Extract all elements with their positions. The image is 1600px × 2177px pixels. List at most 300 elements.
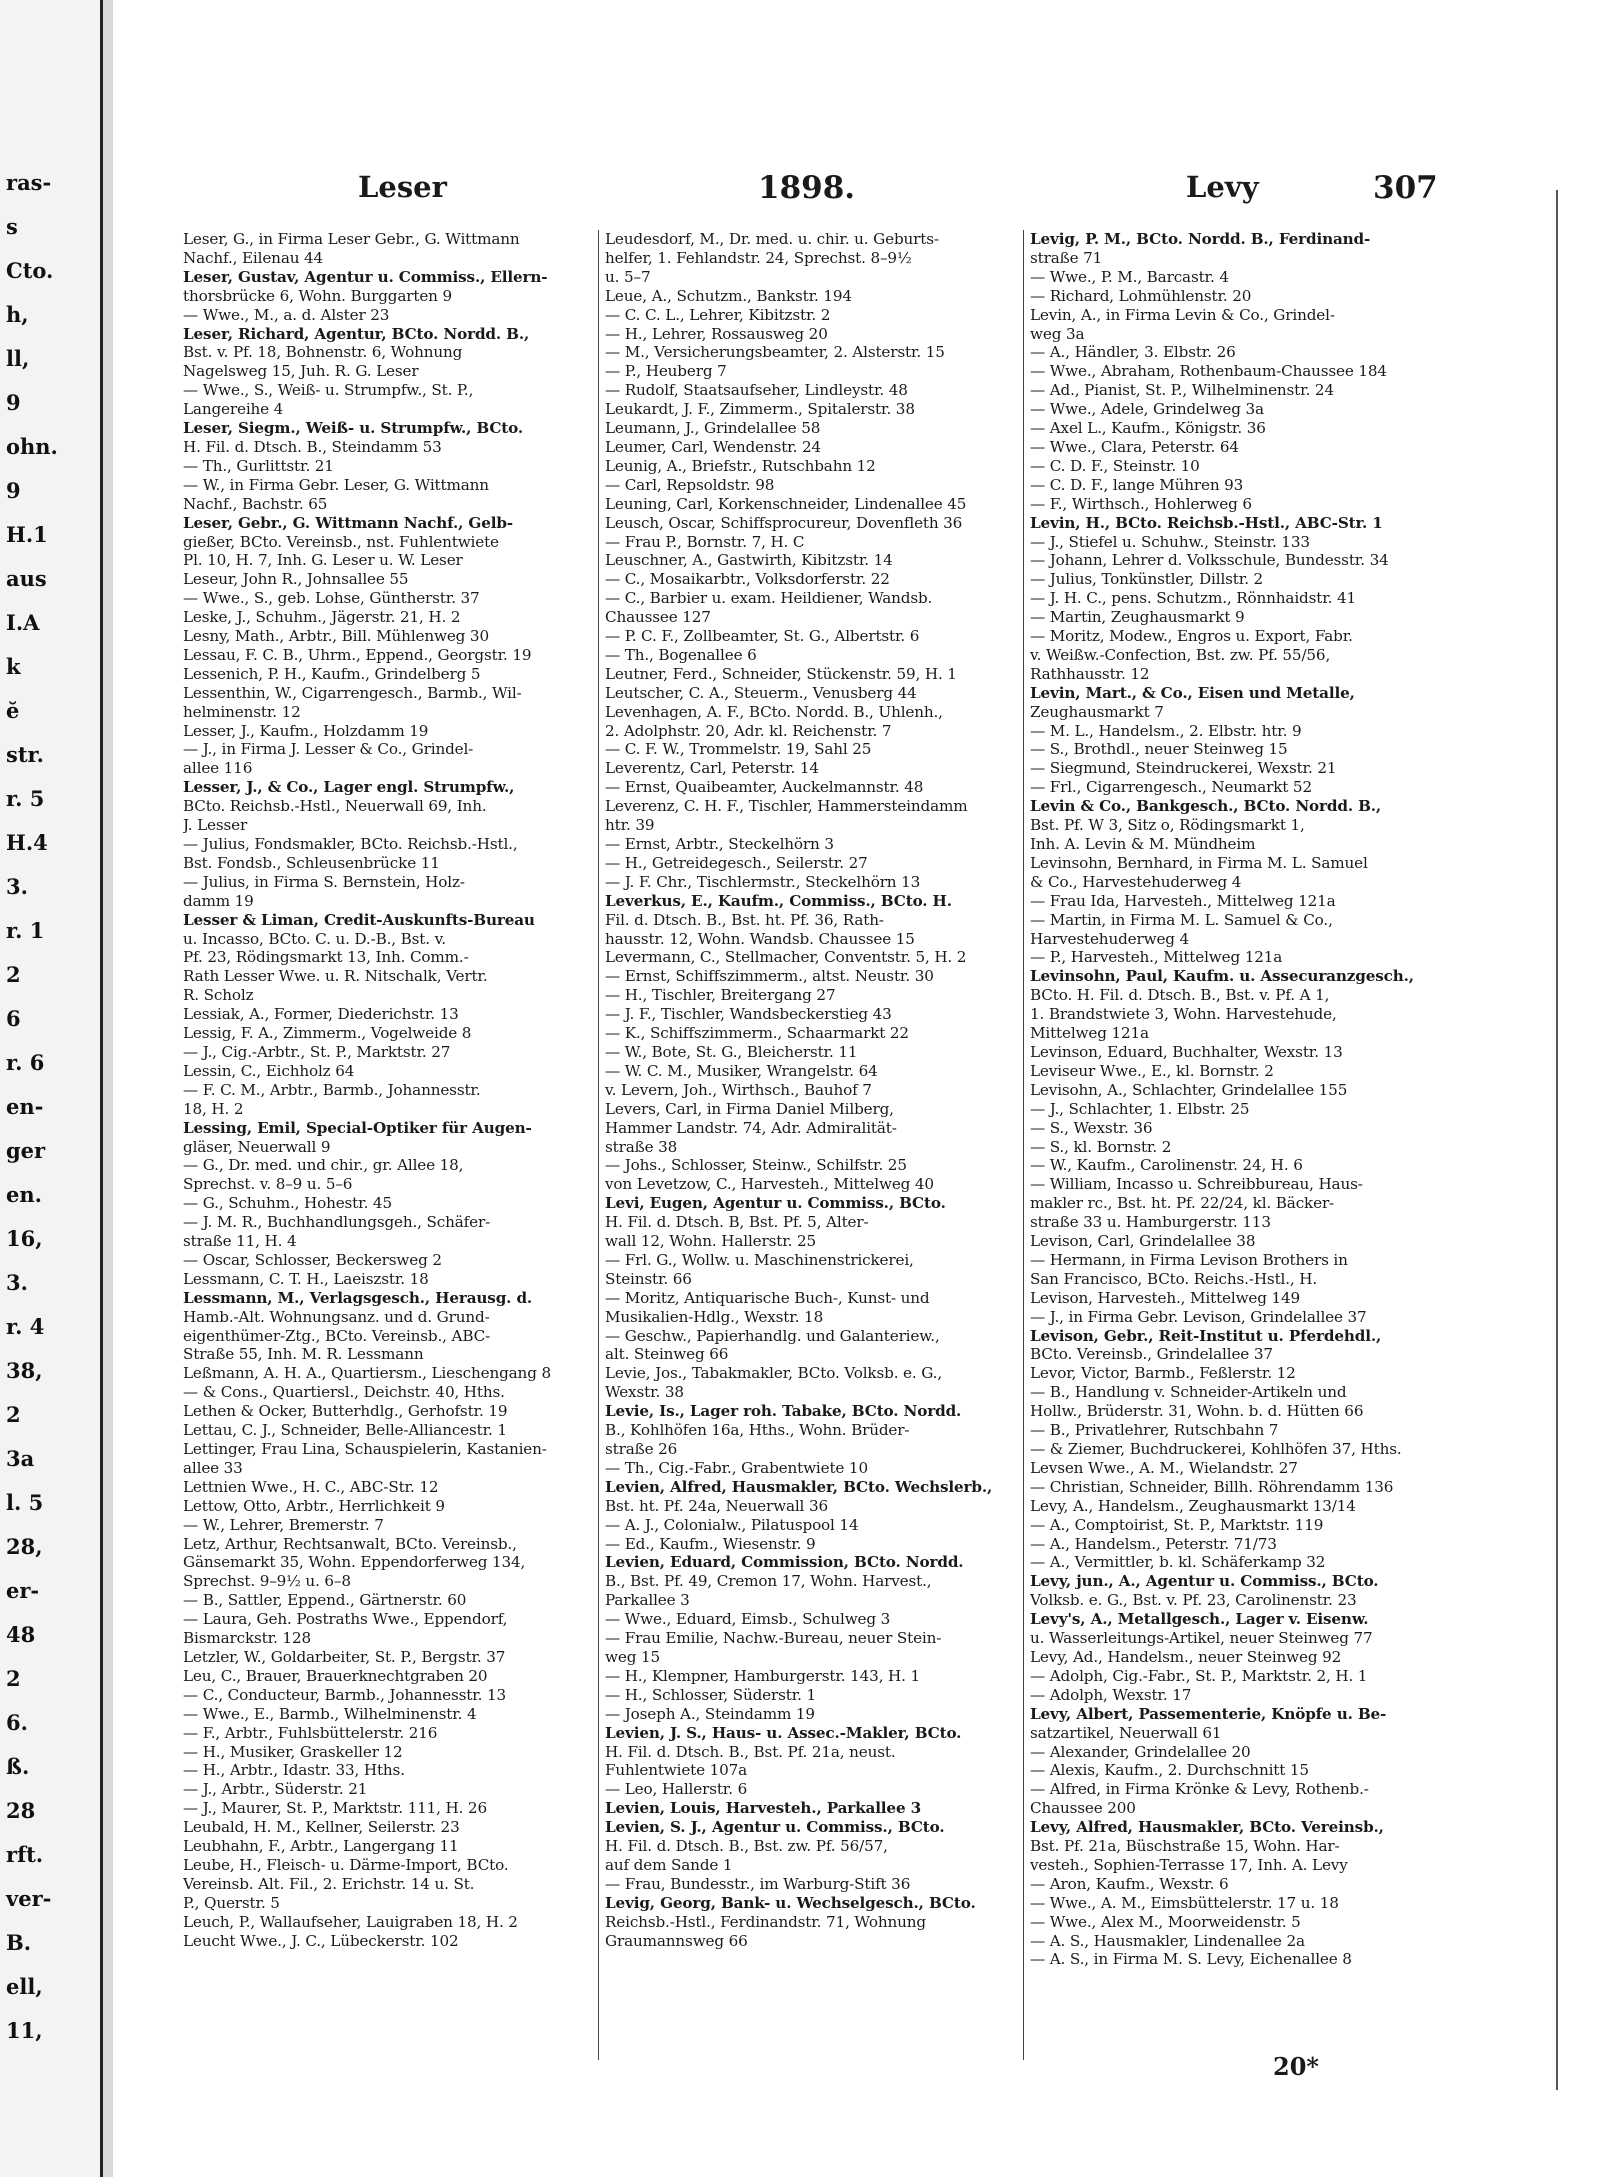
margin-fragment: r. 6 bbox=[6, 1050, 45, 1075]
directory-entry-line: Nachf., Eilenau 44 bbox=[183, 248, 324, 267]
directory-entry-line: Nachf., Bachstr. 65 bbox=[183, 494, 328, 513]
margin-fragment: str. bbox=[6, 742, 44, 767]
directory-entry-line: straße 11, H. 4 bbox=[183, 1232, 297, 1251]
directory-entry-line: Levinson, Eduard, Buchhalter, Wexstr. 13 bbox=[1030, 1042, 1343, 1061]
directory-entry-line: Lessin, C., Eichholz 64 bbox=[183, 1061, 355, 1080]
directory-entry-line: — Wwe., Alex M., Moorweidenstr. 5 bbox=[1030, 1912, 1301, 1931]
directory-entry-line: — Ad., Pianist, St. P., Wilhelminenstr. 24 bbox=[1030, 381, 1334, 400]
directory-entry-line: — J., Arbtr., Süderstr. 21 bbox=[183, 1780, 368, 1799]
directory-entry-line: Leutner, Ferd., Schneider, Stückenstr. 59, H. 1 bbox=[605, 664, 957, 683]
directory-entry-line: — B., Handlung v. Schneider-Artikeln und bbox=[1030, 1383, 1347, 1402]
directory-entry-line: Rath Lesser Wwe. u. R. Nitschalk, Vertr. bbox=[183, 967, 488, 986]
margin-fragment: 11, bbox=[6, 2018, 43, 2043]
margin-fragment: 2 bbox=[6, 1666, 21, 1691]
directory-entry-line: — & Cons., Quartiersl., Deichstr. 40, Hths. bbox=[183, 1383, 505, 1402]
directory-entry-line: Fuhlentwiete 107a bbox=[605, 1761, 748, 1780]
directory-entry-line: v. Weißw.-Confection, Bst. zw. Pf. 55/56, bbox=[1030, 645, 1331, 664]
directory-entry-line: Leudesdorf, M., Dr. med. u. chir. u. Geburts- bbox=[605, 230, 939, 248]
running-head-right: Levy bbox=[1186, 170, 1259, 204]
directory-entry-line: Lethen & Ocker, Butterhdlg., Gerhofstr. 19 bbox=[183, 1402, 508, 1421]
directory-entry-line: — H., Musiker, Graskeller 12 bbox=[183, 1742, 403, 1761]
directory-entry-line: htr. 39 bbox=[605, 816, 655, 835]
directory-entry-line: — Wwe., Clara, Peterstr. 64 bbox=[1030, 437, 1239, 456]
directory-entry-line: — Leo, Hallerstr. 6 bbox=[605, 1780, 748, 1799]
directory-entry-line: Levy, Alfred, Hausmakler, BCto. Vereinsb., bbox=[1030, 1818, 1384, 1837]
margin-fragment: ras- bbox=[6, 170, 52, 195]
directory-entry-line: Leusch, Oscar, Schiffsprocureur, Dovenfleth 36 bbox=[605, 513, 963, 532]
directory-entry-line: — W., Bote, St. G., Bleicherstr. 11 bbox=[605, 1042, 858, 1061]
directory-entry-line: — A. S., in Firma M. S. Levy, Eichenallee 8 bbox=[1030, 1950, 1352, 1969]
directory-entry-line: Leubald, H. M., Kellner, Seilerstr. 23 bbox=[183, 1818, 460, 1837]
directory-entry-line: Levinsohn, Paul, Kaufm. u. Assecuranzgesch., bbox=[1030, 967, 1414, 986]
margin-fragment: l. 5 bbox=[6, 1490, 44, 1515]
directory-entry-line: makler rc., Bst. ht. Pf. 22/24, kl. Bäcker- bbox=[1030, 1194, 1335, 1213]
directory-entry-line: — S., kl. Bornstr. 2 bbox=[1030, 1137, 1172, 1156]
directory-entry-line: Leske, J., Schuhm., Jägerstr. 21, H. 2 bbox=[183, 608, 461, 627]
directory-entry-line: — J., Maurer, St. P., Marktstr. 111, H. 26 bbox=[183, 1799, 487, 1818]
directory-entry-line: — Julius, in Firma S. Bernstein, Holz- bbox=[183, 872, 465, 891]
directory-entry-line: — Wwe., S., geb. Lohse, Güntherstr. 37 bbox=[183, 589, 480, 608]
directory-entry-line: Bst. Pf. 21a, Büschstraße 15, Wohn. Har- bbox=[1030, 1837, 1340, 1856]
directory-entry-line: Levig, Georg, Bank- u. Wechselgesch., BCto. bbox=[605, 1893, 976, 1912]
directory-entry-line: — Frl., Cigarrengesch., Neumarkt 52 bbox=[1030, 778, 1312, 797]
directory-entry-line: Bst. v. Pf. 18, Bohnenstr. 6, Wohnung bbox=[183, 343, 463, 362]
directory-entry-line: gläser, Neuerwall 9 bbox=[183, 1137, 331, 1156]
directory-entry-line: Leuning, Carl, Korkenschneider, Lindenallee 45 bbox=[605, 494, 967, 513]
directory-entry-line: — Johann, Lehrer d. Volksschule, Bundesstr. 34 bbox=[1030, 551, 1389, 570]
directory-entry-line: — F., Arbtr., Fuhlsbüttelerstr. 216 bbox=[183, 1723, 438, 1742]
directory-entry-line: — G., Schuhm., Hohestr. 45 bbox=[183, 1194, 392, 1213]
directory-entry-line: Graumannsweg 66 bbox=[605, 1931, 748, 1950]
page-edge-rule bbox=[1556, 190, 1558, 2090]
page-header bbox=[118, 150, 1558, 214]
directory-entry-line: Levig, P. M., BCto. Nordd. B., Ferdinand- bbox=[1030, 230, 1371, 248]
directory-entry-line: — Ernst, Quaibeamter, Auckelmannstr. 48 bbox=[605, 778, 924, 797]
directory-entry-line: Lessmann, M., Verlagsgesch., Herausg. d. bbox=[183, 1288, 533, 1307]
directory-entry-line: — H., Lehrer, Rossausweg 20 bbox=[605, 324, 828, 343]
directory-entry-line: Lessenich, P. H., Kaufm., Grindelberg 5 bbox=[183, 664, 481, 683]
directory-entry-line: — F. C. M., Arbtr., Barmb., Johannesstr. bbox=[183, 1080, 481, 1099]
directory-entry-line: — Ed., Kaufm., Wiesenstr. 9 bbox=[605, 1534, 816, 1553]
margin-fragment: rft. bbox=[6, 1842, 44, 1867]
margin-fragment: r. 4 bbox=[6, 1314, 45, 1339]
margin-fragment: 16, bbox=[6, 1226, 43, 1251]
margin-fragment: 28 bbox=[6, 1798, 36, 1823]
directory-entry-line: H. Fil. d. Dtsch. B, Bst. Pf. 5, Alter- bbox=[605, 1213, 869, 1232]
directory-entry-line: — Axel L., Kaufm., Königstr. 36 bbox=[1030, 419, 1266, 438]
directory-entry-line: Leser, Siegm., Weiß- u. Strumpfw., BCto. bbox=[183, 419, 524, 438]
margin-fragment: r. 5 bbox=[6, 786, 45, 811]
directory-entry-line: Levison, Carl, Grindelallee 38 bbox=[1030, 1232, 1256, 1251]
directory-entry-line: Levermann, C., Stellmacher, Conventstr. 5, H. 2 bbox=[605, 948, 967, 967]
directory-entry-line: — Laura, Geh. Postraths Wwe., Eppendorf, bbox=[183, 1610, 508, 1629]
directory-entry-line: Leue, A., Schutzm., Bankstr. 194 bbox=[605, 286, 852, 305]
directory-entry-line: Lessig, F. A., Zimmerm., Vogelweide 8 bbox=[183, 1024, 472, 1043]
directory-entry-line: gießer, BCto. Vereinsb., nst. Fuhlentwiete bbox=[183, 532, 499, 551]
directory-entry-line: Leser, Gustav, Agentur u. Commiss., Ellern- bbox=[183, 267, 548, 286]
margin-fragment: ohn. bbox=[6, 434, 58, 459]
directory-entry-line: — Frau Emilie, Nachw.-Bureau, neuer Stein- bbox=[605, 1629, 942, 1648]
directory-entry-line: — M., Versicherungsbeamter, 2. Alsterstr. 15 bbox=[605, 343, 945, 362]
margin-fragment: ger bbox=[6, 1138, 46, 1163]
directory-entry-line: — Aron, Kaufm., Wexstr. 6 bbox=[1030, 1874, 1229, 1893]
margin-fragment: Cto. bbox=[6, 258, 54, 283]
directory-entry-line: u. Incasso, BCto. C. u. D.-B., Bst. v. bbox=[183, 929, 446, 948]
directory-entry-line: Lesny, Math., Arbtr., Bill. Mühlenweg 30 bbox=[183, 627, 489, 646]
directory-entry-line: Chaussee 127 bbox=[605, 608, 711, 627]
directory-entry-line: — Ernst, Arbtr., Steckelhörn 3 bbox=[605, 835, 834, 853]
directory-entry-line: eigenthümer-Ztg., BCto. Vereinsb., ABC- bbox=[183, 1326, 491, 1345]
directory-entry-line: — G., Dr. med. und chir., gr. Allee 18, bbox=[183, 1156, 464, 1175]
directory-entry-line: — J., Schlachter, 1. Elbstr. 25 bbox=[1030, 1099, 1250, 1118]
directory-entry-line: — A., Vermittler, b. kl. Schäferkamp 32 bbox=[1030, 1553, 1326, 1572]
directory-entry-line: Langereihe 4 bbox=[183, 400, 284, 419]
entry-columns bbox=[183, 230, 1503, 2060]
directory-entry-line: Levinsohn, Bernhard, in Firma M. L. Samuel bbox=[1030, 853, 1368, 872]
directory-entry-line: thorsbrücke 6, Wohn. Burggarten 9 bbox=[183, 286, 453, 305]
directory-entry-line: BCto. Vereinsb., Grindelallee 37 bbox=[1030, 1345, 1273, 1364]
directory-entry-line: Hammer Landstr. 74, Adr. Admiralität- bbox=[605, 1118, 897, 1137]
directory-entry-line: — Julius, Tonkünstler, Dillstr. 2 bbox=[1030, 570, 1264, 589]
directory-entry-line: wall 12, Wohn. Hallerstr. 25 bbox=[605, 1232, 817, 1251]
directory-entry-line: — C., Barbier u. exam. Heildiener, Wandsb. bbox=[605, 589, 933, 608]
directory-entry-line: Levien, Eduard, Commission, BCto. Nordd. bbox=[605, 1553, 964, 1572]
directory-entry-line: & Co., Harvestehuderweg 4 bbox=[1030, 872, 1242, 891]
directory-entry-line: weg 3a bbox=[1030, 324, 1085, 343]
directory-entry-line: vesteh., Sophien-Terrasse 17, Inh. A. Levy bbox=[1030, 1855, 1348, 1874]
directory-entry-line: Lettnien Wwe., H. C., ABC-Str. 12 bbox=[183, 1477, 439, 1496]
directory-entry-line: Levien, Alfred, Hausmakler, BCto. Wechslerb., bbox=[605, 1477, 993, 1496]
directory-entry-line: — Rudolf, Staatsaufseher, Lindleystr. 48 bbox=[605, 381, 908, 400]
directory-entry-line: H. Fil. d. Dtsch. B., Bst. Pf. 21a, neust. bbox=[605, 1742, 896, 1761]
directory-entry-line: Levison, Gebr., Reit-Institut u. Pferdehdl., bbox=[1030, 1326, 1382, 1345]
directory-entry-line: Levy, Albert, Passementerie, Knöpfe u. Be- bbox=[1030, 1704, 1387, 1723]
margin-fragment: 6. bbox=[6, 1710, 28, 1735]
directory-entry-line: Inh. A. Levin & M. Mündheim bbox=[1030, 835, 1256, 853]
directory-entry-line: — J. H. C., pens. Schutzm., Rönnhaidstr. 41 bbox=[1030, 589, 1357, 608]
directory-entry-line: Nagelsweg 15, Juh. R. G. Leser bbox=[183, 362, 419, 381]
directory-entry-line: Steinstr. 66 bbox=[605, 1269, 692, 1288]
directory-entry-line: — B., Sattler, Eppend., Gärtnerstr. 60 bbox=[183, 1591, 467, 1610]
directory-entry-line: — Martin, in Firma M. L. Samuel & Co., bbox=[1030, 910, 1333, 929]
directory-entry-line: — C. F. W., Trommelstr. 19, Sahl 25 bbox=[605, 740, 872, 759]
directory-entry-line: Lessiak, A., Former, Diederichstr. 13 bbox=[183, 1005, 459, 1024]
directory-entry-line: Lessenthin, W., Cigarrengesch., Barmb., Wil- bbox=[183, 683, 522, 702]
directory-entry-line: alt. Steinweg 66 bbox=[605, 1345, 729, 1364]
directory-entry-line: — C., Mosaikarbtr., Volksdorferstr. 22 bbox=[605, 570, 890, 589]
directory-entry-line: v. Levern, Joh., Wirthsch., Bauhof 7 bbox=[605, 1080, 872, 1099]
directory-entry-line: — S., Brothdl., neuer Steinweg 15 bbox=[1030, 740, 1288, 759]
previous-page-margin bbox=[0, 0, 103, 2177]
directory-entry-line: Reichsb.-Hstl., Ferdinandstr. 71, Wohnung bbox=[605, 1912, 926, 1931]
signature-mark: 20* bbox=[1273, 2052, 1319, 2081]
directory-entry-line: B., Bst. Pf. 49, Cremon 17, Wohn. Harvest., bbox=[605, 1572, 932, 1591]
directory-entry-line: 2. Adolphstr. 20, Adr. kl. Reichenstr. 7 bbox=[605, 721, 892, 740]
page-year: 1898. bbox=[758, 170, 856, 206]
directory-entry-line: — Th., Gurlittstr. 21 bbox=[183, 456, 334, 475]
directory-entry-line: Leviseur Wwe., E., kl. Bornstr. 2 bbox=[1030, 1061, 1274, 1080]
margin-fragment: 28, bbox=[6, 1534, 43, 1559]
margin-fragment: h, bbox=[6, 302, 29, 327]
directory-entry-line: Lessmann, C. T. H., Laeiszstr. 18 bbox=[183, 1269, 429, 1288]
directory-entry-line: straße 38 bbox=[605, 1137, 678, 1156]
directory-entry-line: H. Fil. d. Dtsch. B., Bst. zw. Pf. 56/57, bbox=[605, 1837, 888, 1856]
directory-entry-line: — Martin, Zeughausmarkt 9 bbox=[1030, 608, 1245, 627]
directory-entry-line: — Alexander, Grindelallee 20 bbox=[1030, 1742, 1251, 1761]
directory-entry-line: — F., Wirthsch., Hohlerweg 6 bbox=[1030, 494, 1252, 513]
directory-entry-line: — Moritz, Antiquarische Buch-, Kunst- und bbox=[605, 1288, 930, 1307]
directory-entry-line: — Wwe., E., Barmb., Wilhelminenstr. 4 bbox=[183, 1704, 477, 1723]
directory-entry-line: Levy, A., Handelsm., Zeughausmarkt 13/14 bbox=[1030, 1496, 1356, 1515]
margin-fragment: s bbox=[6, 214, 18, 239]
directory-entry-line: — P., Harvesteh., Mittelweg 121a bbox=[1030, 948, 1283, 967]
margin-fragment: 3a bbox=[6, 1446, 35, 1471]
directory-entry-line: Lessau, F. C. B., Uhrm., Eppend., Georgstr. 19 bbox=[183, 645, 532, 664]
margin-fragment: ell, bbox=[6, 1974, 43, 1999]
directory-entry-line: Lesser & Liman, Credit-Auskunfts-Bureau bbox=[183, 910, 535, 929]
directory-entry-line: — Wwe., Abraham, Rothenbaum-Chaussee 184 bbox=[1030, 362, 1387, 381]
directory-entry-line: Levisohn, A., Schlachter, Grindelallee 155 bbox=[1030, 1080, 1348, 1099]
directory-entry-line: — A., Handelsm., Peterstr. 71/73 bbox=[1030, 1534, 1277, 1553]
directory-entry-line: Zeughausmarkt 7 bbox=[1030, 702, 1164, 721]
directory-entry-line: Leverkus, E., Kaufm., Commiss., BCto. H. bbox=[605, 891, 952, 910]
directory-entry-line: Lettau, C. J., Schneider, Belle-Alliancestr. 1 bbox=[183, 1421, 507, 1440]
directory-entry-line: Parkallee 3 bbox=[605, 1591, 690, 1610]
margin-fragment: 48 bbox=[6, 1622, 36, 1647]
directory-entry-line: Levien, J. S., Haus- u. Assec.-Makler, BCto. bbox=[605, 1723, 962, 1742]
directory-entry-line: — H., Arbtr., Idastr. 33, Hths. bbox=[183, 1761, 405, 1780]
margin-fragment: ll, bbox=[6, 346, 30, 371]
column-3 bbox=[1023, 230, 1432, 2060]
directory-entry-line: — Geschw., Papierhandlg. und Galanteriew., bbox=[605, 1326, 940, 1345]
directory-entry-line: Rathhausstr. 12 bbox=[1030, 664, 1150, 683]
directory-entry-line: Leverentz, Carl, Peterstr. 14 bbox=[605, 759, 819, 778]
directory-entry-line: — Adolph, Cig.-Fabr., St. P., Marktstr. 2, H. 1 bbox=[1030, 1666, 1368, 1685]
directory-entry-line: Levien, S. J., Agentur u. Commiss., BCto. bbox=[605, 1818, 945, 1837]
directory-entry-line: — A. S., Hausmakler, Lindenallee 2a bbox=[1030, 1931, 1305, 1950]
directory-entry-line: — C. C. L., Lehrer, Kibitzstr. 2 bbox=[605, 305, 831, 324]
directory-entry-line: — Julius, Fondsmakler, BCto. Reichsb.-Hstl., bbox=[183, 835, 518, 853]
directory-entry-line: — B., Privatlehrer, Rutschbahn 7 bbox=[1030, 1421, 1279, 1440]
directory-entry-line: Volksb. e. G., Bst. v. Pf. 23, Carolinenstr. 23 bbox=[1030, 1591, 1357, 1610]
directory-entry-line: — Hermann, in Firma Levison Brothers in bbox=[1030, 1250, 1348, 1269]
directory-entry-line: — Alexis, Kaufm., 2. Durchschnitt 15 bbox=[1030, 1761, 1309, 1780]
directory-entry-line: — Ernst, Schiffszimmerm., altst. Neustr. 30 bbox=[605, 967, 934, 986]
directory-entry-line: San Francisco, BCto. Reichs.-Hstl., H. bbox=[1030, 1269, 1318, 1288]
directory-entry-line: Bst. ht. Pf. 24a, Neuerwall 36 bbox=[605, 1496, 828, 1515]
directory-entry-line: Leuschner, A., Gastwirth, Kibitzstr. 14 bbox=[605, 551, 893, 570]
directory-entry-line: — C. D. F., Steinstr. 10 bbox=[1030, 456, 1200, 475]
margin-fragment: aus bbox=[6, 566, 47, 591]
directory-entry-line: — Carl, Repsoldstr. 98 bbox=[605, 475, 775, 494]
directory-entry-line: — William, Incasso u. Schreibbureau, Haus- bbox=[1030, 1175, 1363, 1194]
directory-entry-line: — H., Klempner, Hamburgerstr. 143, H. 1 bbox=[605, 1666, 921, 1685]
margin-fragment: B. bbox=[6, 1930, 32, 1955]
directory-entry-line: Leßmann, A. H. A., Quartiersm., Lieschengang 8 bbox=[183, 1364, 551, 1383]
margin-fragment: 3. bbox=[6, 1270, 28, 1295]
directory-entry-line: — K., Schiffszimmerm., Schaarmarkt 22 bbox=[605, 1024, 909, 1043]
book-gutter bbox=[103, 0, 113, 2177]
directory-entry-line: — Frau P., Bornstr. 7, H. C bbox=[605, 532, 805, 551]
directory-entry-line: u. 5–7 bbox=[605, 267, 651, 286]
directory-entry-line: — W., Kaufm., Carolinenstr. 24, H. 6 bbox=[1030, 1156, 1303, 1175]
directory-entry-line: Bst. Fondsb., Schleusenbrücke 11 bbox=[183, 853, 440, 872]
directory-entry-line: — P. C. F., Zollbeamter, St. G., Albertstr. 6 bbox=[605, 627, 920, 646]
directory-entry-line: B., Kohlhöfen 16a, Hths., Wohn. Brüder- bbox=[605, 1421, 910, 1440]
directory-entry-line: — J., in Firma Gebr. Levison, Grindelallee 37 bbox=[1030, 1307, 1367, 1326]
directory-entry-line: — J. M. R., Buchhandlungsgeh., Schäfer- bbox=[183, 1213, 491, 1232]
directory-entry-line: — A., Comptoirist, St. P., Marktstr. 119 bbox=[1030, 1515, 1324, 1534]
directory-entry-line: auf dem Sande 1 bbox=[605, 1855, 733, 1874]
directory-entry-line: Vereinsb. Alt. Fil., 2. Erichstr. 14 u. St. bbox=[183, 1874, 475, 1893]
directory-entry-line: Levien, Louis, Harvesteh., Parkallee 3 bbox=[605, 1799, 922, 1818]
directory-entry-line: Levie, Jos., Tabakmakler, BCto. Volksb. e. G., bbox=[605, 1364, 943, 1383]
directory-entry-line: Levy, Ad., Handelsm., neuer Steinweg 92 bbox=[1030, 1647, 1342, 1666]
margin-fragment: H.4 bbox=[6, 830, 48, 855]
directory-entry-line: — C., Conducteur, Barmb., Johannesstr. 13 bbox=[183, 1685, 507, 1704]
directory-entry-line: — Wwe., Eduard, Eimsb., Schulweg 3 bbox=[605, 1610, 891, 1629]
directory-entry-line: Lesser, J., Kaufm., Holzdamm 19 bbox=[183, 721, 429, 740]
directory-entry-line: Leser, G., in Firma Leser Gebr., G. Wittmann bbox=[183, 230, 520, 248]
directory-entry-line: — Siegmund, Steindruckerei, Wexstr. 21 bbox=[1030, 759, 1337, 778]
directory-entry-line: Bismarckstr. 128 bbox=[183, 1629, 311, 1648]
directory-entry-line: von Levetzow, C., Harvesteh., Mittelweg 40 bbox=[605, 1175, 934, 1194]
directory-entry-line: — J. F., Tischler, Wandsbeckerstieg 43 bbox=[605, 1005, 892, 1024]
directory-entry-line: Gänsemarkt 35, Wohn. Eppendorferweg 134, bbox=[183, 1553, 526, 1572]
directory-entry-line: Levie, Is., Lager roh. Tabake, BCto. Nordd. bbox=[605, 1402, 962, 1421]
directory-entry-line: straße 33 u. Hamburgerstr. 113 bbox=[1030, 1213, 1271, 1232]
margin-fragment: 6 bbox=[6, 1006, 21, 1031]
directory-entry-line: R. Scholz bbox=[183, 986, 254, 1005]
margin-fragment: r. 1 bbox=[6, 918, 45, 943]
directory-entry-line: Letz, Arthur, Rechtsanwalt, BCto. Vereinsb., bbox=[183, 1534, 517, 1553]
directory-entry-line: — J., Cig.-Arbtr., St. P., Marktstr. 27 bbox=[183, 1042, 451, 1061]
directory-entry-line: Pl. 10, H. 7, Inh. G. Leser u. W. Leser bbox=[183, 551, 463, 570]
directory-entry-line: Levy, jun., A., Agentur u. Commiss., BCto. bbox=[1030, 1572, 1379, 1591]
directory-entry-line: — A. J., Colonialw., Pilatuspool 14 bbox=[605, 1515, 859, 1534]
directory-entry-line: Leu, C., Brauer, Brauerknechtgraben 20 bbox=[183, 1666, 488, 1685]
page-number: 307 bbox=[1373, 170, 1438, 206]
directory-entry-line: — Frau, Bundesstr., im Warburg-Stift 36 bbox=[605, 1874, 911, 1893]
directory-entry-line: — J., Stiefel u. Schuhw., Steinstr. 133 bbox=[1030, 532, 1310, 551]
directory-entry-line: Leser, Gebr., G. Wittmann Nachf., Gelb- bbox=[183, 513, 513, 532]
directory-entry-line: Leube, H., Fleisch- u. Därme-Import, BCto. bbox=[183, 1855, 509, 1874]
directory-entry-line: — Wwe., P. M., Barcastr. 4 bbox=[1030, 267, 1229, 286]
directory-entry-line: H. Fil. d. Dtsch. B., Steindamm 53 bbox=[183, 437, 442, 456]
directory-entry-line: — Wwe., S., Weiß- u. Strumpfw., St. P., bbox=[183, 381, 474, 400]
margin-fragment: ver- bbox=[6, 1886, 52, 1911]
directory-entry-line: Leuch, P., Wallaufseher, Lauigraben 18, H. 2 bbox=[183, 1912, 518, 1931]
directory-entry-line: straße 71 bbox=[1030, 248, 1103, 267]
margin-fragment: 9 bbox=[6, 478, 21, 503]
directory-entry-line: Leumer, Carl, Wendenstr. 24 bbox=[605, 437, 821, 456]
column-1 bbox=[183, 230, 585, 2060]
directory-entry-line: — Wwe., A. M., Eimsbüttelerstr. 17 u. 18 bbox=[1030, 1893, 1339, 1912]
directory-entry-line: Levison, Harvesteh., Mittelweg 149 bbox=[1030, 1288, 1301, 1307]
directory-entry-line: Lessing, Emil, Special-Optiker für Augen- bbox=[183, 1118, 532, 1137]
directory-entry-line: straße 26 bbox=[605, 1440, 678, 1458]
directory-entry-line: — Johs., Schlosser, Steinw., Schilfstr. 25 bbox=[605, 1156, 907, 1175]
directory-entry-line: allee 116 bbox=[183, 759, 253, 778]
directory-entry-line: Bst. Pf. W 3, Sitz o, Rödingsmarkt 1, bbox=[1030, 816, 1305, 835]
directory-entry-line: — Adolph, Wexstr. 17 bbox=[1030, 1685, 1192, 1704]
directory-entry-line: — Frau Ida, Harvesteh., Mittelweg 121a bbox=[1030, 891, 1336, 910]
directory-entry-line: Sprechst. 9–9½ u. 6–8 bbox=[183, 1572, 351, 1591]
directory-entry-line: Letzler, W., Goldarbeiter, St. P., Bergstr. 37 bbox=[183, 1647, 506, 1666]
directory-entry-line: Harvestehuderweg 4 bbox=[1030, 929, 1190, 948]
directory-entry-line: damm 19 bbox=[183, 891, 254, 910]
directory-entry-line: — Oscar, Schlosser, Beckersweg 2 bbox=[183, 1250, 442, 1269]
directory-entry-line: — Moritz, Modew., Engros u. Export, Fabr. bbox=[1030, 627, 1353, 646]
directory-entry-line: — W. C. M., Musiker, Wrangelstr. 64 bbox=[605, 1061, 878, 1080]
directory-entry-line: Lesser, J., & Co., Lager engl. Strumpfw., bbox=[183, 778, 515, 797]
directory-entry-line: Lettow, Otto, Arbtr., Herrlichkeit 9 bbox=[183, 1496, 445, 1515]
directory-entry-line: — Wwe., M., a. d. Alster 23 bbox=[183, 305, 390, 324]
margin-fragment: ĕ bbox=[6, 698, 20, 723]
directory-entry-line: Leutscher, C. A., Steuerm., Venusberg 44 bbox=[605, 683, 917, 702]
directory-entry-line: allee 33 bbox=[183, 1458, 243, 1477]
directory-entry-line: Pf. 23, Rödingsmarkt 13, Inh. Comm.- bbox=[183, 948, 469, 967]
directory-entry-line: — S., Wexstr. 36 bbox=[1030, 1118, 1153, 1137]
directory-entry-line: Wexstr. 38 bbox=[605, 1383, 684, 1402]
directory-entry-line: Sprechst. v. 8–9 u. 5–6 bbox=[183, 1175, 353, 1194]
margin-fragment: ß. bbox=[6, 1754, 30, 1779]
directory-entry-line: u. Wasserleitungs-Artikel, neuer Steinweg 77 bbox=[1030, 1629, 1373, 1648]
directory-entry-line: — P., Heuberg 7 bbox=[605, 362, 727, 381]
directory-entry-line: Levi, Eugen, Agentur u. Commiss., BCto. bbox=[605, 1194, 946, 1213]
directory-entry-line: — Th., Cig.-Fabr., Grabentwiete 10 bbox=[605, 1458, 868, 1477]
directory-entry-line: Leser, Richard, Agentur, BCto. Nordd. B., bbox=[183, 324, 530, 343]
directory-entry-line: — J., in Firma J. Lesser & Co., Grindel- bbox=[183, 740, 474, 759]
directory-entry-line: satzartikel, Neuerwall 61 bbox=[1030, 1723, 1222, 1742]
directory-entry-line: Leucht Wwe., J. C., Lübeckerstr. 102 bbox=[183, 1931, 459, 1950]
directory-entry-line: Levin, Mart., & Co., Eisen und Metalle, bbox=[1030, 683, 1355, 702]
directory-entry-line: — W., Lehrer, Bremerstr. 7 bbox=[183, 1515, 384, 1534]
directory-entry-line: BCto. H. Fil. d. Dtsch. B., Bst. v. Pf. A 1, bbox=[1030, 986, 1330, 1005]
directory-entry-line: — Wwe., Adele, Grindelweg 3a bbox=[1030, 400, 1264, 419]
directory-entry-line: — Th., Bogenallee 6 bbox=[605, 645, 757, 664]
margin-fragment: 9 bbox=[6, 390, 21, 415]
directory-entry-line: Levin, H., BCto. Reichsb.-Hstl., ABC-Str. 1 bbox=[1030, 513, 1383, 532]
margin-fragment: H.1 bbox=[6, 522, 48, 547]
directory-entry-line: — C. D. F., lange Mühren 93 bbox=[1030, 475, 1244, 494]
running-head-left: Leser bbox=[358, 170, 447, 204]
directory-entry-line: Hamb.-Alt. Wohnungsanz. und d. Grund- bbox=[183, 1307, 490, 1326]
margin-fragment: 2 bbox=[6, 962, 21, 987]
directory-entry-line: Leverenz, C. H. F., Tischler, Hammersteindamm bbox=[605, 797, 968, 816]
column-2 bbox=[598, 230, 1007, 2060]
directory-entry-line: helminenstr. 12 bbox=[183, 702, 301, 721]
directory-entry-line: P., Querstr. 5 bbox=[183, 1893, 280, 1912]
directory-entry-line: BCto. Reichsb.-Hstl., Neuerwall 69, Inh. bbox=[183, 797, 487, 816]
directory-entry-line: Lettinger, Frau Lina, Schauspielerin, Kastanien- bbox=[183, 1440, 547, 1458]
directory-entry-line: Levsen Wwe., A. M., Wielandstr. 27 bbox=[1030, 1458, 1298, 1477]
directory-entry-line: weg 15 bbox=[605, 1647, 660, 1666]
directory-entry-line: 1. Brandstwiete 3, Wohn. Harvestehude, bbox=[1030, 1005, 1337, 1024]
directory-entry-line: Levenhagen, A. F., BCto. Nordd. B., Uhlenh., bbox=[605, 702, 943, 721]
directory-entry-line: — A., Händler, 3. Elbstr. 26 bbox=[1030, 343, 1236, 362]
directory-entry-line: — & Ziemer, Buchdruckerei, Kohlhöfen 37, Hths. bbox=[1030, 1440, 1402, 1458]
directory-entry-line: Chaussee 200 bbox=[1030, 1799, 1136, 1818]
directory-entry-line: Levin & Co., Bankgesch., BCto. Nordd. B., bbox=[1030, 797, 1382, 816]
directory-page bbox=[118, 150, 1558, 2100]
directory-entry-line: hausstr. 12, Wohn. Wandsb. Chaussee 15 bbox=[605, 929, 915, 948]
margin-fragment: 2 bbox=[6, 1402, 21, 1427]
directory-entry-line: — Richard, Lohmühlenstr. 20 bbox=[1030, 286, 1252, 305]
margin-fragment: I.A bbox=[6, 610, 40, 635]
directory-entry-line: Musikalien-Hdlg., Wexstr. 18 bbox=[605, 1307, 824, 1326]
margin-fragment: en. bbox=[6, 1182, 42, 1207]
